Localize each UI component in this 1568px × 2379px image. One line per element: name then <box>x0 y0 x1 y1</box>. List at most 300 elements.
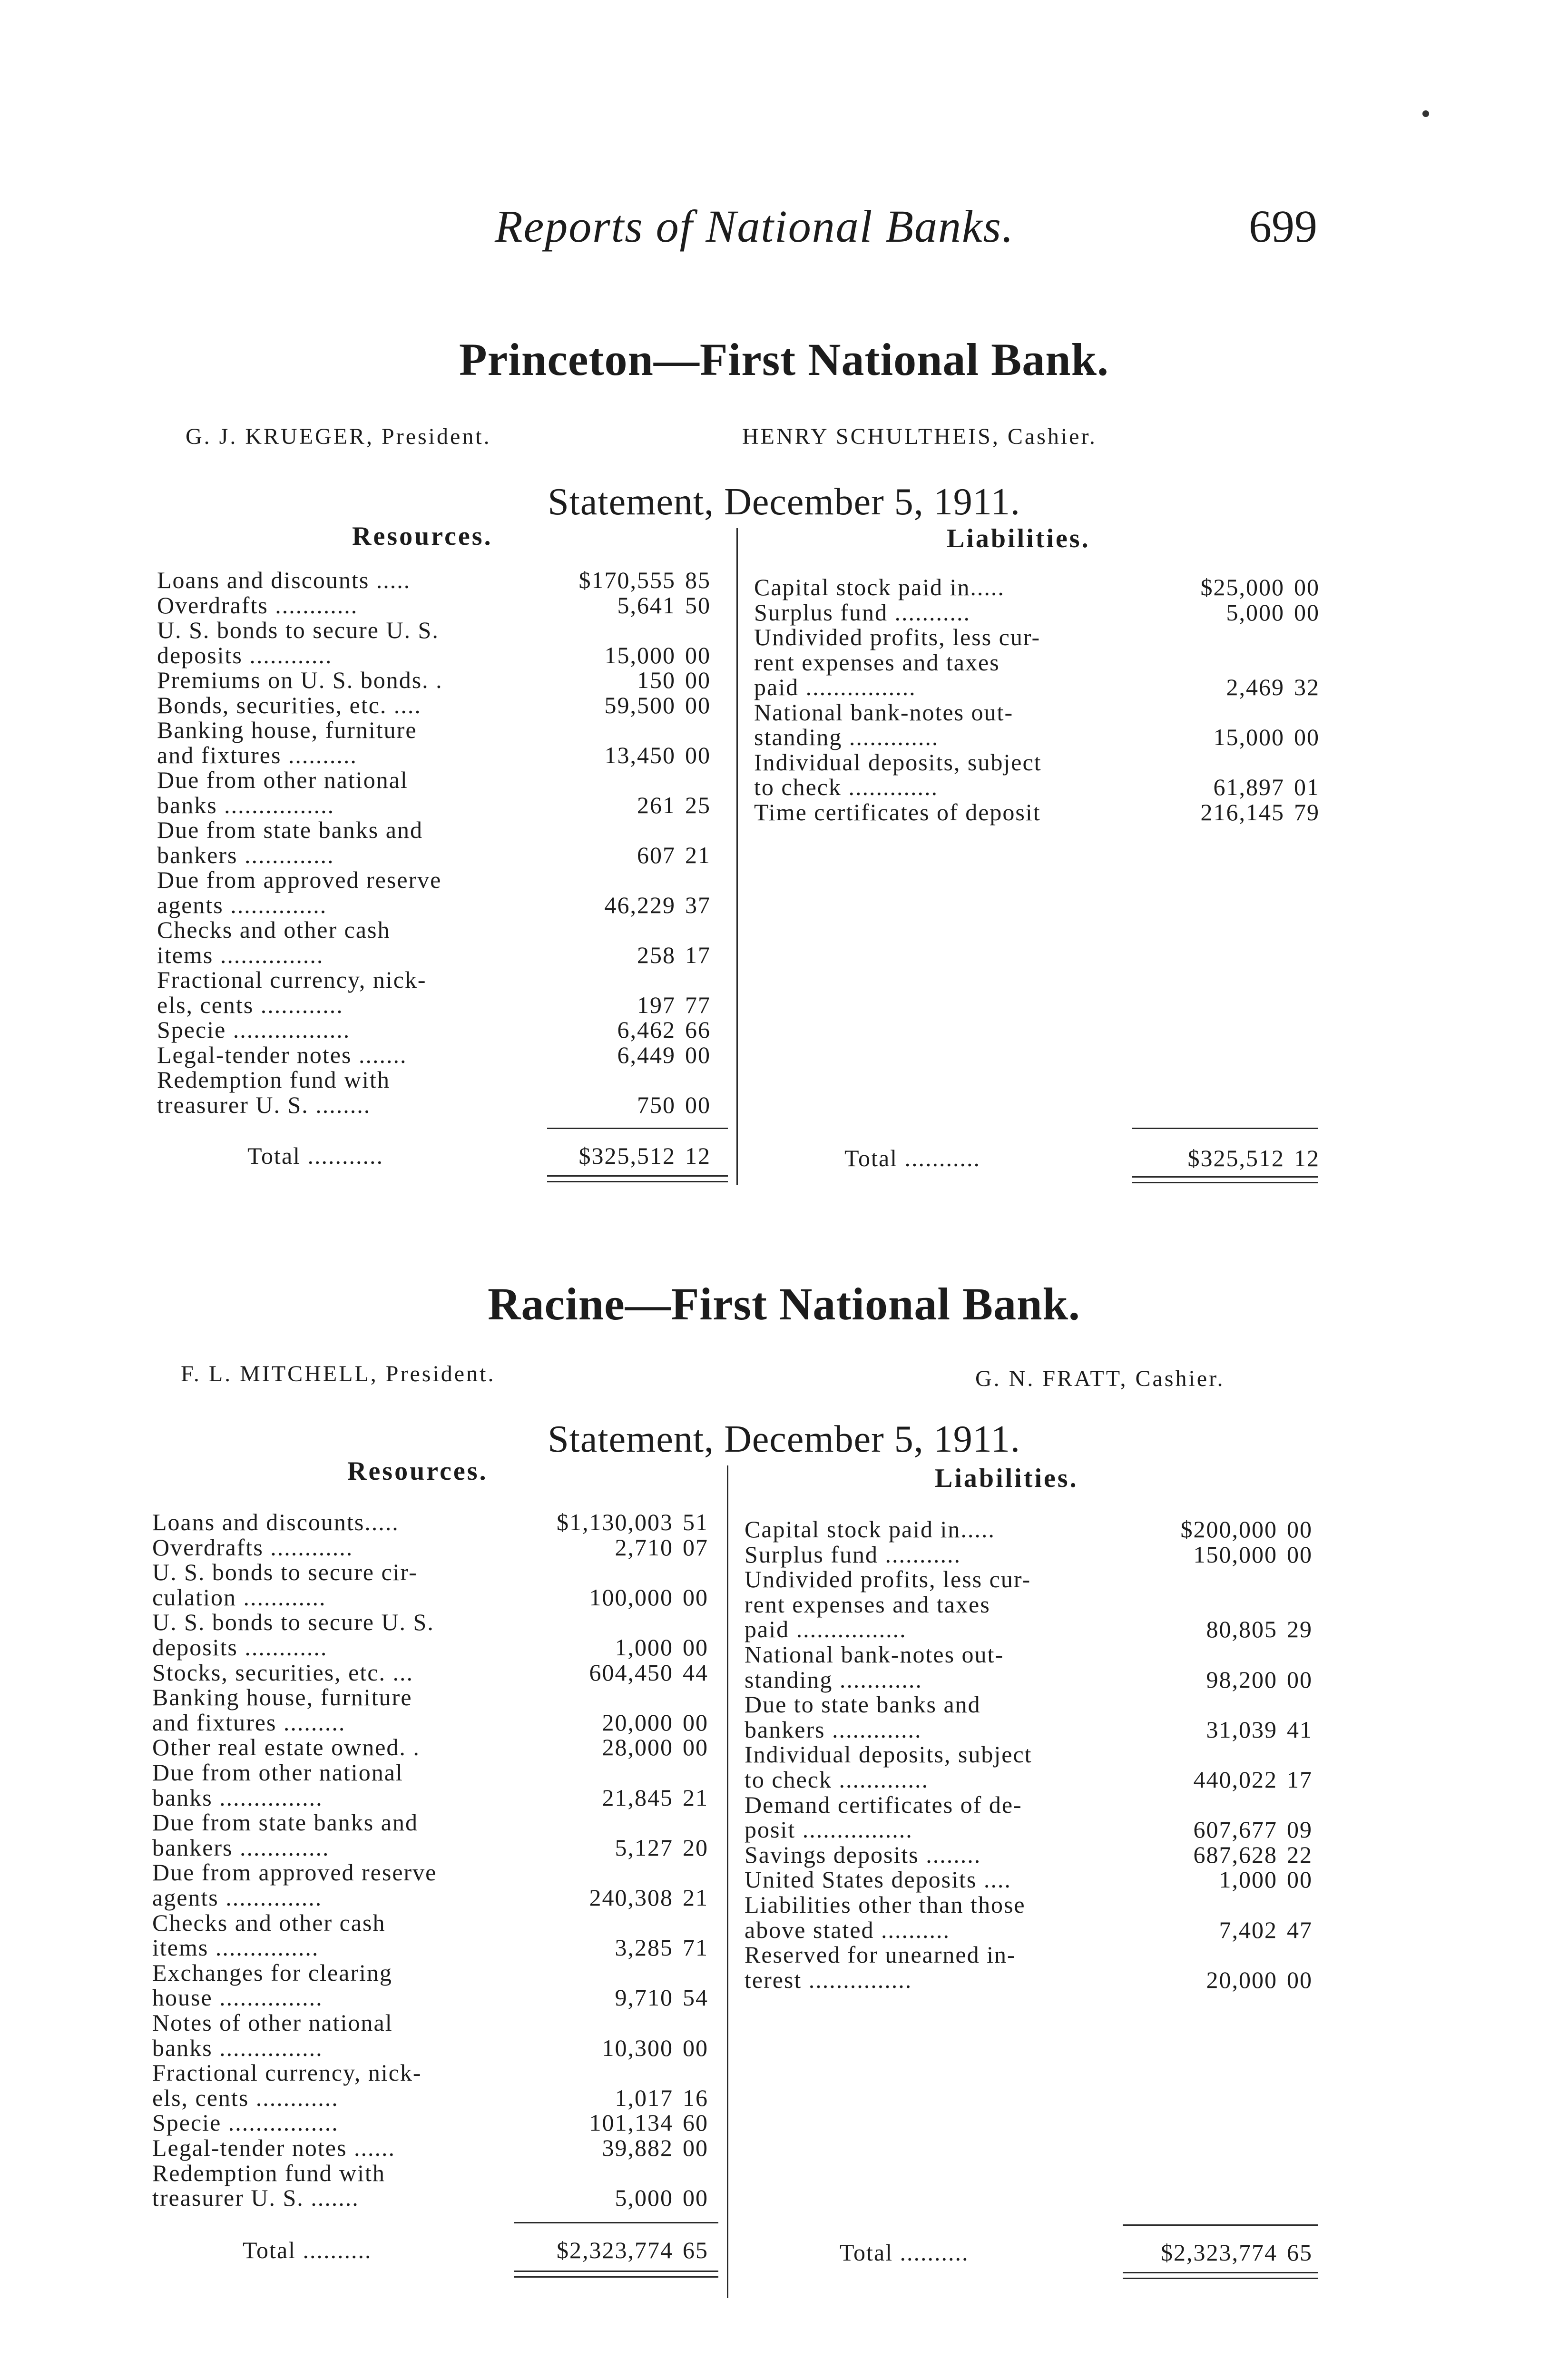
resource-dollars: 607 <box>637 841 676 868</box>
resource-total-dollars: $325,512 <box>578 1142 676 1169</box>
liability-label: Reserved for unearned in- <box>745 1941 1016 1968</box>
liability-total-row <box>745 2239 1330 2266</box>
print-mark-dot <box>1422 110 1429 117</box>
liability-row <box>745 1691 1330 1718</box>
liability-cents: 00 <box>1287 1541 1313 1568</box>
resource-cents: 00 <box>685 667 711 693</box>
liability-dollars: 31,039 <box>1206 1716 1277 1743</box>
resource-cents: 77 <box>685 991 711 1018</box>
resource-row <box>157 616 723 641</box>
resource-cents: 00 <box>683 2134 708 2161</box>
resource-row <box>152 1508 718 1533</box>
resource-cents: 00 <box>683 2184 708 2212</box>
resources-table-princeton <box>157 566 723 1118</box>
resource-dollars: 5,000 <box>615 2184 673 2212</box>
resource-label: Specie ................ <box>152 2109 339 2136</box>
resource-total-row <box>152 2236 718 2261</box>
column-divider-racine <box>727 1465 728 2298</box>
resource-label: bankers ............. <box>152 1834 330 1861</box>
double-rule-a-liabilities-princeton <box>1132 1176 1318 1178</box>
resource-label: Other real estate owned. . <box>152 1734 420 1761</box>
cashier-racine: G. N. FRATT, Cashier. <box>975 1366 1225 1391</box>
resource-dollars: 258 <box>637 941 676 968</box>
resource-label: els, cents ............ <box>152 2084 339 2111</box>
resource-cents: 51 <box>683 1509 708 1535</box>
resource-dollars: 10,300 <box>602 2034 673 2061</box>
liability-total-cents: 65 <box>1287 2239 1313 2266</box>
liability-dollars: 61,897 <box>1213 774 1284 800</box>
liability-row <box>745 1591 1330 1618</box>
liability-total-cents: 12 <box>1294 1145 1320 1171</box>
liability-cents: 17 <box>1287 1766 1313 1793</box>
liability-dollars: 5,000 <box>1226 599 1284 626</box>
resource-cents: 00 <box>685 691 711 718</box>
resource-row <box>152 1809 718 1836</box>
resource-dollars: 1,017 <box>615 2084 673 2111</box>
resource-row <box>157 641 723 666</box>
resource-label: Legal-tender notes ...... <box>152 2134 395 2161</box>
liability-dollars: 687,628 <box>1193 1841 1277 1868</box>
liability-row <box>745 1615 1330 1643</box>
resource-row <box>157 1041 723 1066</box>
resource-label: Due from state banks and <box>152 1809 418 1836</box>
resource-label: Checks and other cash <box>157 916 391 943</box>
resource-cents: 00 <box>685 1091 711 1118</box>
resource-row <box>152 1984 718 2011</box>
liability-row <box>754 623 1330 648</box>
liability-cents: 00 <box>1287 1966 1313 1993</box>
liability-dollars: 2,469 <box>1226 674 1284 700</box>
resource-row <box>157 766 723 791</box>
resource-dollars: 9,710 <box>615 1984 673 2011</box>
liability-dollars: 15,000 <box>1213 724 1284 750</box>
liability-total-label: Total .......... <box>840 2239 969 2266</box>
resource-cents: 00 <box>685 741 711 768</box>
liability-row <box>745 1515 1330 1543</box>
resource-row <box>157 966 723 991</box>
liability-total-dollars: $325,512 <box>1187 1145 1284 1171</box>
liability-dollars: 98,200 <box>1206 1666 1277 1693</box>
liability-row <box>745 1866 1330 1893</box>
resource-label: Redemption fund with <box>152 2159 385 2186</box>
liability-label: National bank-notes out- <box>745 1641 1004 1668</box>
resource-row <box>152 2059 718 2084</box>
liability-cents: 79 <box>1294 798 1320 826</box>
liability-row <box>754 748 1330 776</box>
resource-label: agents .............. <box>152 1884 323 1911</box>
liability-row <box>745 1966 1330 1991</box>
resource-label: Redemption fund with <box>157 1066 390 1093</box>
resource-label: Loans and discounts..... <box>152 1509 399 1535</box>
liability-cents: 09 <box>1287 1816 1313 1843</box>
liability-label: to check ............. <box>745 1766 929 1793</box>
liability-row <box>745 1716 1330 1743</box>
resource-cents: 54 <box>683 1984 708 2011</box>
liability-cents: 00 <box>1294 599 1320 626</box>
resource-cents: 17 <box>685 941 711 968</box>
liability-dollars: 7,402 <box>1219 1916 1277 1943</box>
resource-label: Due from approved reserve <box>157 866 442 893</box>
liability-label: posit ................ <box>745 1816 913 1843</box>
resource-row <box>157 691 723 716</box>
resource-dollars: 15,000 <box>604 641 676 668</box>
resource-row <box>152 1733 718 1761</box>
resource-row <box>157 791 723 816</box>
resource-cents: 21 <box>685 841 711 868</box>
resource-row <box>157 741 723 766</box>
liability-row <box>745 1791 1330 1816</box>
liability-label: Individual deposits, subject <box>745 1741 1032 1768</box>
total-rule-resources-princeton <box>547 1128 728 1129</box>
resource-dollars: 1,000 <box>615 1634 673 1661</box>
liability-row <box>754 573 1330 598</box>
resource-dollars: $1,130,003 <box>557 1509 673 1535</box>
resource-total-label: Total ........... <box>247 1142 384 1169</box>
liability-dollars: $200,000 <box>1180 1516 1277 1543</box>
liability-dollars: $25,000 <box>1200 574 1284 600</box>
liability-label: Capital stock paid in..... <box>745 1516 995 1543</box>
resource-cents: 07 <box>683 1534 708 1561</box>
resource-cents: 50 <box>685 591 711 619</box>
resource-label: Bonds, securities, etc. .... <box>157 691 421 718</box>
liabilities-total-racine <box>745 2239 1330 2267</box>
double-rule-b-liabilities-princeton <box>1132 1182 1318 1183</box>
resource-label: agents .............. <box>157 891 327 918</box>
resource-row <box>152 1784 718 1809</box>
liability-row <box>745 1740 1330 1768</box>
liability-label: terest ............... <box>745 1966 912 1993</box>
resource-row <box>157 891 723 916</box>
liability-cents: 22 <box>1287 1841 1313 1868</box>
liability-label: Surplus fund ........... <box>754 599 970 626</box>
resource-dollars: 13,450 <box>604 741 676 768</box>
page-number: 699 <box>1249 201 1317 252</box>
resource-total-cents: 65 <box>683 2237 708 2263</box>
resource-row <box>157 591 723 619</box>
resource-label: and fixtures ......... <box>152 1709 346 1736</box>
resource-row <box>157 841 723 866</box>
liability-cents: 00 <box>1287 1866 1313 1893</box>
president-princeton: G. J. KRUEGER, President. <box>186 424 491 449</box>
liability-cents: 01 <box>1294 774 1320 800</box>
liability-row <box>754 599 1330 626</box>
running-head: Reports of National Banks. <box>495 201 1014 252</box>
resource-row <box>157 991 723 1016</box>
liability-label: rent expenses and taxes <box>745 1591 990 1618</box>
double-rule-a-liabilities-racine <box>1123 2272 1318 2273</box>
resource-label: Due from state banks and <box>157 816 423 843</box>
resource-cents: 85 <box>685 567 711 593</box>
resource-label: Due from other national <box>157 767 408 793</box>
resource-row <box>152 1583 718 1611</box>
resource-row <box>152 1683 718 1711</box>
resource-row <box>152 2009 718 2034</box>
resource-row <box>152 1858 718 1886</box>
resource-row <box>157 1091 723 1116</box>
resource-cents: 37 <box>685 891 711 918</box>
resource-label: Fractional currency, nick- <box>157 966 427 993</box>
liability-label: paid ................ <box>754 674 916 700</box>
liabilities-table-princeton <box>754 573 1330 840</box>
liability-dollars: 80,805 <box>1206 1616 1277 1643</box>
liability-total-label: Total ........... <box>844 1145 981 1171</box>
liability-row <box>754 673 1330 698</box>
liability-label: National bank-notes out- <box>754 698 1014 726</box>
double-rule-a-resources-racine <box>514 2271 718 2272</box>
resource-cents: 66 <box>685 1016 711 1043</box>
resource-row <box>157 716 723 741</box>
resource-cents: 00 <box>683 1734 708 1761</box>
liability-label: standing ............ <box>745 1666 922 1693</box>
liabilities-heading-princeton: Liabilities. <box>947 524 1090 553</box>
liability-row <box>754 698 1330 726</box>
statement-date-princeton: Statement, December 5, 1911. <box>548 481 1020 523</box>
resource-label: Notes of other national <box>152 2009 393 2036</box>
resource-total-dollars: $2,323,774 <box>557 2237 673 2263</box>
resource-row <box>152 1608 718 1636</box>
resources-heading-racine: Resources. <box>347 1456 488 1486</box>
liability-row <box>745 1641 1330 1668</box>
liability-label: paid ................ <box>745 1616 907 1643</box>
resources-total-racine <box>152 2236 718 2265</box>
resource-label: Exchanges for clearing <box>152 1959 392 1986</box>
resource-row <box>157 1066 723 1091</box>
liability-label: Time certificates of deposit <box>754 798 1041 826</box>
liability-dollars: 607,677 <box>1193 1816 1277 1843</box>
resource-label: Overdrafts ............ <box>152 1534 353 1561</box>
resource-dollars: 101,134 <box>589 2109 673 2136</box>
resource-row <box>157 866 723 891</box>
resource-label: deposits ............ <box>157 641 333 668</box>
liability-label: Undivided profits, less cur- <box>754 624 1041 650</box>
resource-label: deposits ............ <box>152 1634 328 1661</box>
total-rule-liabilities-princeton <box>1132 1128 1318 1129</box>
resource-cents: 21 <box>683 1884 708 1911</box>
resources-total-princeton <box>157 1142 723 1170</box>
resource-label: Due from other national <box>152 1759 403 1786</box>
liability-dollars: 216,145 <box>1200 798 1284 826</box>
resource-label: and fixtures .......... <box>157 741 357 768</box>
liability-label: Individual deposits, subject <box>754 748 1042 776</box>
resource-row <box>157 816 723 841</box>
resource-dollars: 750 <box>637 1091 676 1118</box>
liability-row <box>745 1766 1330 1793</box>
resource-dollars: 150 <box>637 667 676 693</box>
total-rule-liabilities-racine <box>1123 2224 1318 2226</box>
resource-row <box>152 1934 718 1961</box>
double-rule-b-resources-princeton <box>547 1181 728 1182</box>
resource-row <box>152 1909 718 1934</box>
liability-label: Surplus fund ........... <box>745 1541 961 1568</box>
liability-label: Undivided profits, less cur- <box>745 1566 1031 1593</box>
resource-total-cents: 12 <box>685 1142 711 1169</box>
resource-row <box>152 2034 718 2059</box>
liabilities-table-racine <box>745 1515 1330 1991</box>
liability-row <box>745 1841 1330 1866</box>
liability-cents: 00 <box>1287 1516 1313 1543</box>
resource-label: Premiums on U. S. bonds. . <box>157 667 443 693</box>
liability-cents: 47 <box>1287 1916 1313 1943</box>
resource-row <box>152 2134 718 2159</box>
resource-row <box>152 1534 718 1561</box>
resource-dollars: 20,000 <box>602 1709 673 1736</box>
liability-cents: 00 <box>1287 1666 1313 1693</box>
liability-total-dollars: $2,323,774 <box>1161 2239 1277 2266</box>
liability-row <box>745 1541 1330 1568</box>
liability-dollars: 150,000 <box>1193 1541 1277 1568</box>
liability-label: Due to state banks and <box>745 1691 981 1718</box>
resource-label: house ............... <box>152 1984 323 2011</box>
liability-label: rent expenses and taxes <box>754 649 1000 676</box>
liability-row <box>754 773 1330 798</box>
resource-label: items ............... <box>152 1934 319 1961</box>
liability-row <box>754 649 1330 676</box>
resource-dollars: 197 <box>637 991 676 1018</box>
liability-label: Demand certificates of de- <box>745 1791 1022 1818</box>
resource-dollars: 5,641 <box>617 591 676 619</box>
resource-dollars: 261 <box>637 791 676 818</box>
resource-total-row <box>157 1142 723 1167</box>
resource-cents: 00 <box>683 1583 708 1611</box>
resource-label: treasurer U. S. ....... <box>152 2184 359 2212</box>
resource-row <box>152 1959 718 1984</box>
resource-row <box>152 1884 718 1911</box>
liability-label: Capital stock paid in..... <box>754 574 1005 600</box>
liability-dollars: 20,000 <box>1206 1966 1277 1993</box>
liabilities-total-princeton <box>754 1144 1330 1173</box>
liability-label: Savings deposits ........ <box>745 1841 981 1868</box>
resource-row <box>152 2184 718 2212</box>
resource-cents: 20 <box>683 1834 708 1861</box>
liability-row <box>745 1816 1330 1843</box>
president-racine: F. L. MITCHELL, President. <box>181 1361 496 1386</box>
liability-row <box>745 1916 1330 1941</box>
resource-row <box>152 2159 718 2184</box>
statement-date-racine: Statement, December 5, 1911. <box>548 1418 1020 1460</box>
liability-label: standing ............. <box>754 724 939 750</box>
liability-row <box>754 723 1330 748</box>
resource-label: U. S. bonds to secure U. S. <box>157 617 439 643</box>
liability-row <box>745 1666 1330 1691</box>
resource-dollars: 604,450 <box>589 1659 673 1686</box>
liability-cents: 00 <box>1294 724 1320 750</box>
resource-cents: 60 <box>683 2109 708 2136</box>
resource-label: Stocks, securities, etc. ... <box>152 1659 413 1686</box>
resource-dollars: 6,462 <box>617 1016 676 1043</box>
double-rule-b-resources-racine <box>514 2276 718 2278</box>
liability-cents: 32 <box>1294 674 1320 700</box>
resource-dollars: 39,882 <box>602 2134 673 2161</box>
resource-row <box>157 566 723 591</box>
resources-heading-princeton: Resources. <box>352 521 493 551</box>
resource-label: Banking house, furniture <box>157 717 417 743</box>
resources-table-racine <box>152 1508 718 2212</box>
resource-label: Legal-tender notes ....... <box>157 1041 407 1068</box>
total-rule-resources-racine <box>514 2222 718 2223</box>
resource-cents: 00 <box>683 1634 708 1661</box>
resource-label: items ............... <box>157 941 324 968</box>
resource-row <box>152 2109 718 2136</box>
liability-row <box>745 1891 1330 1916</box>
resource-label: bankers ............. <box>157 841 334 868</box>
resource-dollars: 240,308 <box>589 1884 673 1911</box>
liability-dollars: 440,022 <box>1193 1766 1277 1793</box>
resource-label: banks ............... <box>152 2034 323 2061</box>
resource-label: U. S. bonds to secure cir- <box>152 1559 418 1586</box>
resource-label: Fractional currency, nick- <box>152 2059 422 2086</box>
resource-row <box>152 1759 718 1786</box>
bank-title-racine: Racine—First National Bank. <box>488 1278 1080 1329</box>
resource-dollars: 59,500 <box>604 691 676 718</box>
resource-dollars: 2,710 <box>615 1534 673 1561</box>
resource-label: Checks and other cash <box>152 1909 386 1936</box>
resource-dollars: 5,127 <box>615 1834 673 1861</box>
resource-row <box>152 1834 718 1861</box>
resource-label: culation ............ <box>152 1583 326 1611</box>
liability-cents: 29 <box>1287 1616 1313 1643</box>
resource-label: Overdrafts ............ <box>157 591 358 619</box>
bank-title-princeton: Princeton—First National Bank. <box>459 334 1109 385</box>
resource-cents: 21 <box>683 1784 708 1811</box>
liability-cents: 00 <box>1294 574 1320 600</box>
resource-dollars: 100,000 <box>589 1583 673 1611</box>
resource-dollars: 3,285 <box>615 1934 673 1961</box>
resource-cents: 71 <box>683 1934 708 1961</box>
resource-row <box>152 1709 718 1736</box>
resource-cents: 00 <box>685 641 711 668</box>
liability-row <box>745 1565 1330 1593</box>
cashier-princeton: HENRY SCHULTHEIS, Cashier. <box>742 424 1097 449</box>
liability-label: United States deposits .... <box>745 1866 1011 1893</box>
resource-label: Loans and discounts ..... <box>157 567 411 593</box>
resource-dollars: 6,449 <box>617 1041 676 1068</box>
resource-dollars: $170,555 <box>578 567 676 593</box>
resource-label: els, cents ............ <box>157 991 343 1018</box>
liability-cents: 41 <box>1287 1716 1313 1743</box>
resource-label: Due from approved reserve <box>152 1859 437 1886</box>
resource-dollars: 21,845 <box>602 1784 673 1811</box>
resource-label: Banking house, furniture <box>152 1684 412 1711</box>
resource-row <box>152 1558 718 1586</box>
resource-row <box>152 1659 718 1686</box>
column-divider-princeton <box>736 528 738 1185</box>
liability-total-row <box>754 1144 1330 1169</box>
resource-row <box>152 2084 718 2109</box>
resource-row <box>157 941 723 966</box>
resource-dollars: 28,000 <box>602 1734 673 1761</box>
liability-label: to check ............. <box>754 774 938 800</box>
liability-dollars: 1,000 <box>1219 1866 1277 1893</box>
double-rule-a-resources-princeton <box>547 1175 728 1177</box>
resource-row <box>157 1016 723 1041</box>
resource-cents: 25 <box>685 791 711 818</box>
resource-cents: 00 <box>683 1709 708 1736</box>
resource-row <box>157 666 723 691</box>
resource-label: banks ............... <box>152 1784 323 1811</box>
liability-label: Liabilities other than those <box>745 1891 1026 1918</box>
resource-dollars: 46,229 <box>604 891 676 918</box>
liability-row <box>754 798 1330 826</box>
resource-cents: 00 <box>685 1041 711 1068</box>
resource-label: Specie ................. <box>157 1016 351 1043</box>
resource-row <box>152 1633 718 1661</box>
resource-cents: 00 <box>683 2034 708 2061</box>
liability-label: above stated .......... <box>745 1916 951 1943</box>
resource-label: treasurer U. S. ........ <box>157 1091 371 1118</box>
liability-row <box>745 1941 1330 1966</box>
liabilities-heading-racine: Liabilities. <box>935 1464 1078 1493</box>
resource-total-label: Total .......... <box>243 2237 372 2263</box>
